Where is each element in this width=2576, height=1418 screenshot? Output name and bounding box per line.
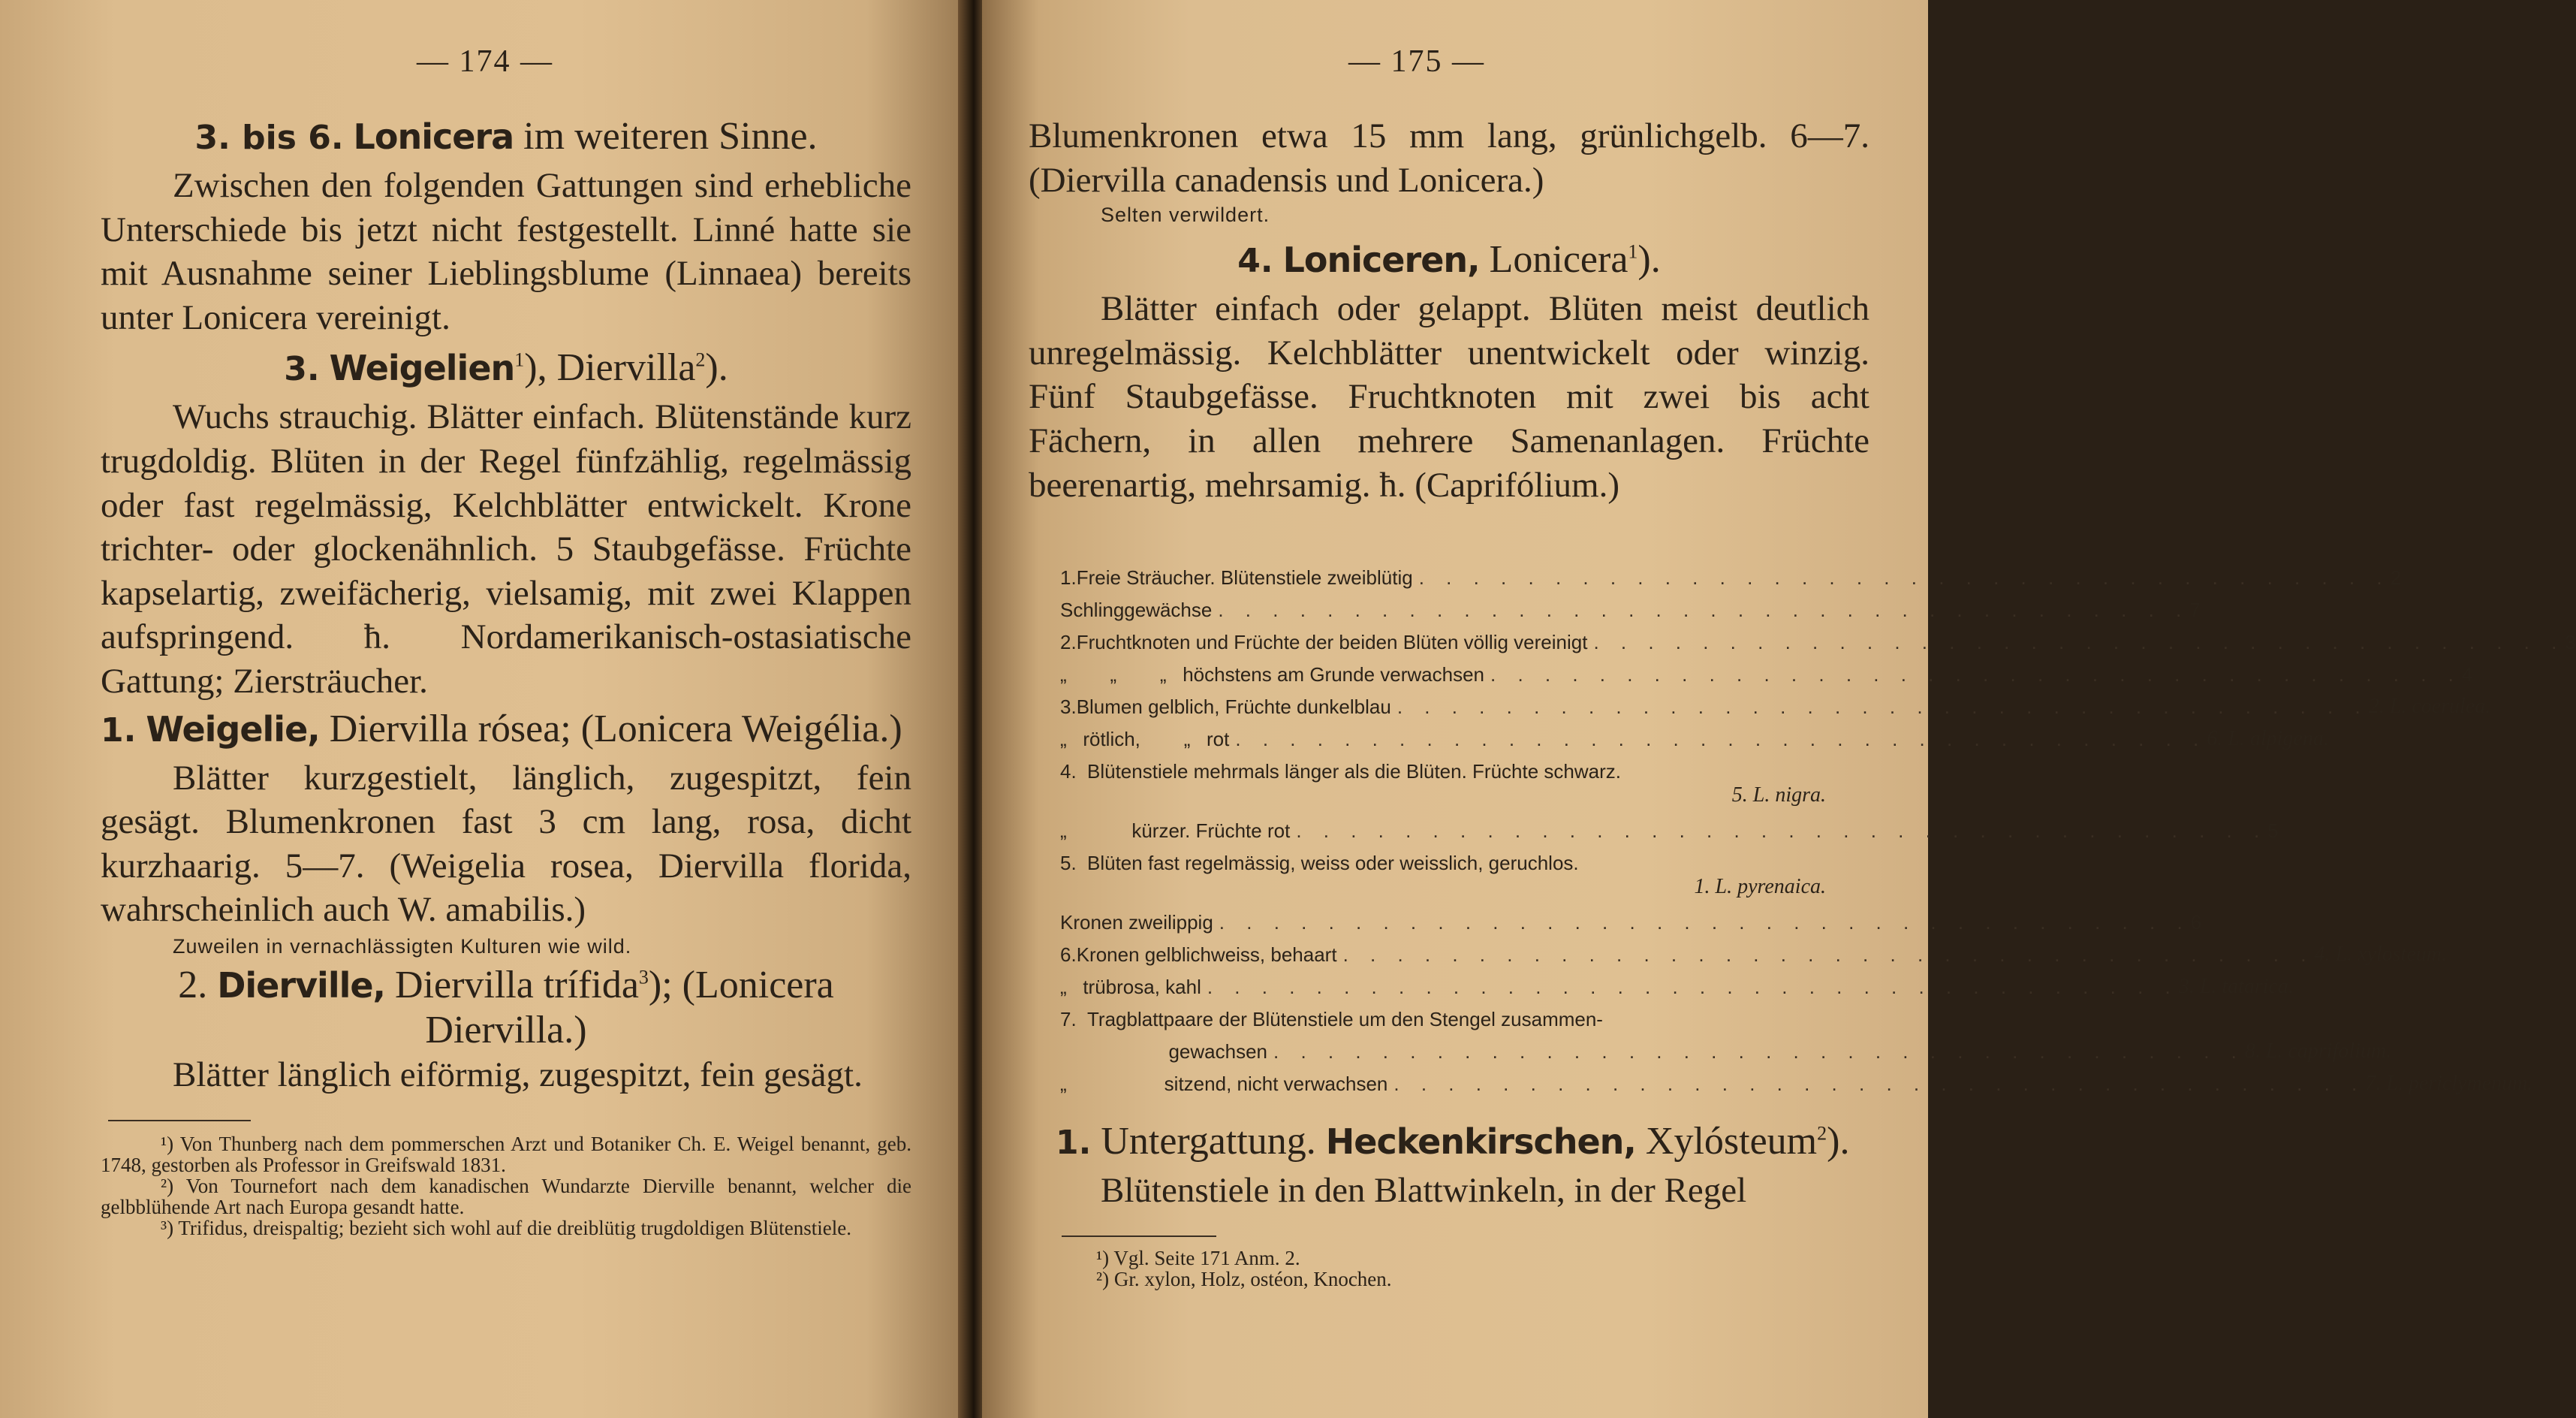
left-column [101,111,911,1238]
key-leader-dots: . . . . . . . . . . . . . . . . . . . . . . . . . . . . . . . . . . . . [1593,631,2565,653]
key-result: 3. L. tatarica. [2178,975,2294,998]
key-number: 4. [1060,760,1077,783]
footnote-divider [108,1120,251,1121]
key-number: 1. [1060,566,1077,589]
key-result: 2. L. coerulea. [2368,695,2491,718]
key-number: 3. [1060,695,1077,718]
species-heading: 2. Dierville, Diervilla trífida$^3$); (Lonicera Diervilla.) [178,963,834,1051]
key-leader-dots: . . . . . . . . . . . . . . . . . . . . . . . . . . . . . . . . . . . . [1235,728,2207,750]
key-row [1060,999,1826,1031]
footnote: ³) Trifidus, dreispaltig; bezieht sich wohl auf die dreiblütig trugdoldigen Blütenstiele. [161,1216,851,1239]
key-number: 6. [1060,943,1077,966]
key-row [1060,1064,2533,1096]
key-number: 5. [1060,852,1077,874]
key-text: „ kürzer. Früchte rot [1060,819,1291,842]
footnote: ²) Gr. xylon, Holz, ostéon, Knochen. [1096,1267,1392,1290]
footnote-divider [1062,1235,1216,1237]
key-row [1060,719,2329,751]
genus-heading: 3. Weigelien$^1$), Diervilla$^2$). [284,346,728,390]
key-result: 6 [2190,911,2202,934]
continuation-note: Selten verwildert. [1101,204,1270,227]
species-note: Zuweilen in vernachlässigten Kulturen wie wild. [173,934,632,958]
key-leader-dots: . . . . . . . . . . . . . . . . . . . . . . . . . . . . . . . . . . . . [1273,1040,2245,1063]
key-leader-dots: . . . . . . . . . . . . . . . . . . . . . . . . . . . . . . . . . . . . [1490,663,2462,686]
key-row [1060,686,2491,719]
key-text: Blumen gelblich, Früchte dunkelblau [1076,695,1391,718]
key-row [1060,654,2473,686]
key-text: Kronen gelblichweiss, behaart [1076,943,1337,966]
key-leader-dots: . . . . . . . . . . . . . . . . . . . . . . . . . . . . . . . . . . . . [1418,566,2391,589]
key-row [1060,590,2201,622]
genus-description: Wuchs strauchig. Blätter einfach. Blütenstände kurz trugdoldig. Blüten in der Regel fünfzählig, regelmässig oder fast regelmässig, Kelchblätter entwickelt. Krone trichter- oder glockenähnlich. 5 Staubgefässe. Früchte kapselartig, zweifächerig, vielsamig, mit zwei Klappen aufspringend. ħ. Nordamerikanisch-ostasiatische Gattung; Ziersträucher. [101,397,911,701]
species-description: Blätter länglich eiförmig, zugespitzt, fein gesägt. [173,1054,863,1094]
key-text: Schlinggewächse [1060,599,1213,621]
key-row [1060,810,2279,843]
key-text: Blüten fast regelmässig, weiss oder weisslich, geruchlos. [1087,852,1579,874]
key-text: gewachsen [1060,1040,1268,1063]
footnote: ¹) Vgl. Seite 171 Anm. 2. [1096,1246,1300,1269]
key-number: 2. [1060,631,1077,653]
footnote: ²) Von Tournefort nach dem kanadischen Wundarzte Dierville benannt, welcher die gelbblühende Art nach Europa gesandt hatte. [101,1174,911,1218]
key-text: Fruchtknoten und Früchte der beiden Blüten völlig vereinigt [1076,631,1588,653]
key-leader-dots: . . . . . . . . . . . . . . . . . . . . . . . . . . . . . . . . . . . . [1342,943,2315,966]
key-row [1060,934,2447,967]
key-leader-dots: . . . . . . . . . . . . . . . . . . . . . . . . . . . . . . . . . . . . [1219,911,2191,934]
key-text: Freie Sträucher. Blütenstiele zweiblütig [1076,566,1413,589]
species-heading: 1. Weigelie, Diervilla rósea; (Lonicera Weigélia.) [101,707,902,750]
key-text: „ „ „ höchstens am Grunde verwachsen [1060,663,1484,686]
identification-key [1060,557,2576,1096]
key-row [1060,557,2402,590]
key-result: 5. L. nigra. [1731,783,1826,807]
key-text: „ sitzend, nicht verwachsen [1060,1073,1388,1095]
key-leader-dots: . . . . . . . . . . . . . . . . . . . . . . . . . . . . . . . . . . . . [1296,819,2268,842]
footnote: ¹) Von Thunberg nach dem pommerschen Arzt und Botaniker Ch. E. Weigel benannt, geb. 1748, gestorben als Professor in Greifswald 1831. [101,1132,911,1176]
key-result: 1. L. pyrenaica. [1694,875,1826,898]
key-text: Tragblattpaare der Blütenstiele um den Stengel zusammen- [1087,1008,1603,1030]
species-description: Blätter kurzgestielt, länglich, zugespitzt, fein gesägt. Blumenkronen fast 3 cm lang, rosa, dicht kurzhaarig. 5—7. (Weigelia rosea, Diervilla florida, wahrscheinlich auch W. amabilis.) [101,758,911,930]
key-leader-dots: . . . . . . . . . . . . . . . . . . . . . . . . . . . . . . . . . . . . [1393,1073,2366,1095]
subgenus-description: Blütenstiele in den Blattwinkeln, in der Regel [1101,1171,1747,1210]
right-column-bottom [1029,1116,1869,1290]
key-text: Blütenstiele mehrmals länger als die Blüten. Früchte schwarz. [1087,760,1621,783]
key-number: 7. [1060,1008,1077,1030]
key-result: 5 [2267,819,2279,842]
key-result: 6. L. alpigena. [2207,727,2329,750]
key-row [1060,1031,2392,1064]
page-number: — 175 — [1348,44,1485,79]
key-row [1060,843,1826,875]
key-row [1060,622,2576,654]
continuation-paragraph: Blumenkronen etwa 15 mm lang, grünlichgelb. 6—7. (Diervilla canadensis und Lonicera.) [1029,116,1869,200]
key-row [1060,967,2294,999]
key-row [1060,751,1826,783]
key-result: 7. L. periclymenum. [2365,1072,2533,1095]
key-leader-dots: . . . . . . . . . . . . . . . . . . . . . . . . . . . . . . . . . . . . [1396,695,2369,718]
key-text: „ rötlich, „ rot [1060,728,1230,750]
key-leader-dots: . . . . . . . . . . . . . . . . . . . . . . . . . . . . . . . . . . . . [1207,976,2179,998]
key-result: 7 [2189,599,2201,621]
genus-description: Blätter einfach oder gelappt. Blüten meist deutlich unregelmässig. Kelchblätter unentwickelt oder winzig. Fünf Staubgefässe. Fruchtknoten mit zwei bis acht Fächern, in allen mehrere Samenanlagen. Früchte beerenartig, mehrsamig. ħ. (Caprifólium.) [1029,289,1869,505]
intro-paragraph: Zwischen den folgenden Gattungen sind erhebliche Unterschiede bis jetzt nicht festgestellt. Linné hatte sie mit Ausnahme seiner Lieblingsblume (Linnaea) bereits unter Lonicera vereinigt. [101,166,911,337]
key-result: 3 [2565,631,2576,653]
section-heading: 3. bis 6. Lonicera im weiteren Sinne. [194,115,818,158]
right-page [982,0,2576,1418]
key-text: Kronen zweilippig [1060,911,1213,934]
key-text: „ trübrosa, kahl [1060,976,1201,998]
genus-heading: 4. Loniceren, Lonicera$^1$). [1237,238,1661,282]
right-column-top [1029,114,1869,507]
key-result: 8. L. caprifolium. [2244,1039,2392,1063]
key-result: 4. L. xylosteum. [2314,943,2447,966]
key-result: 4 [2461,663,2473,686]
page-number: — 174 — [417,44,553,79]
subgenus-heading: 1. Untergattung. Heckenkirschen, Xylósteum$^2$). [1056,1120,1850,1163]
key-leader-dots: . . . . . . . . . . . . . . . . . . . . . . . . . . . . . . . . . . . . [1218,599,2190,621]
left-page [0,0,963,1418]
key-result: 2 [2390,566,2402,589]
key-row [1060,902,2202,934]
